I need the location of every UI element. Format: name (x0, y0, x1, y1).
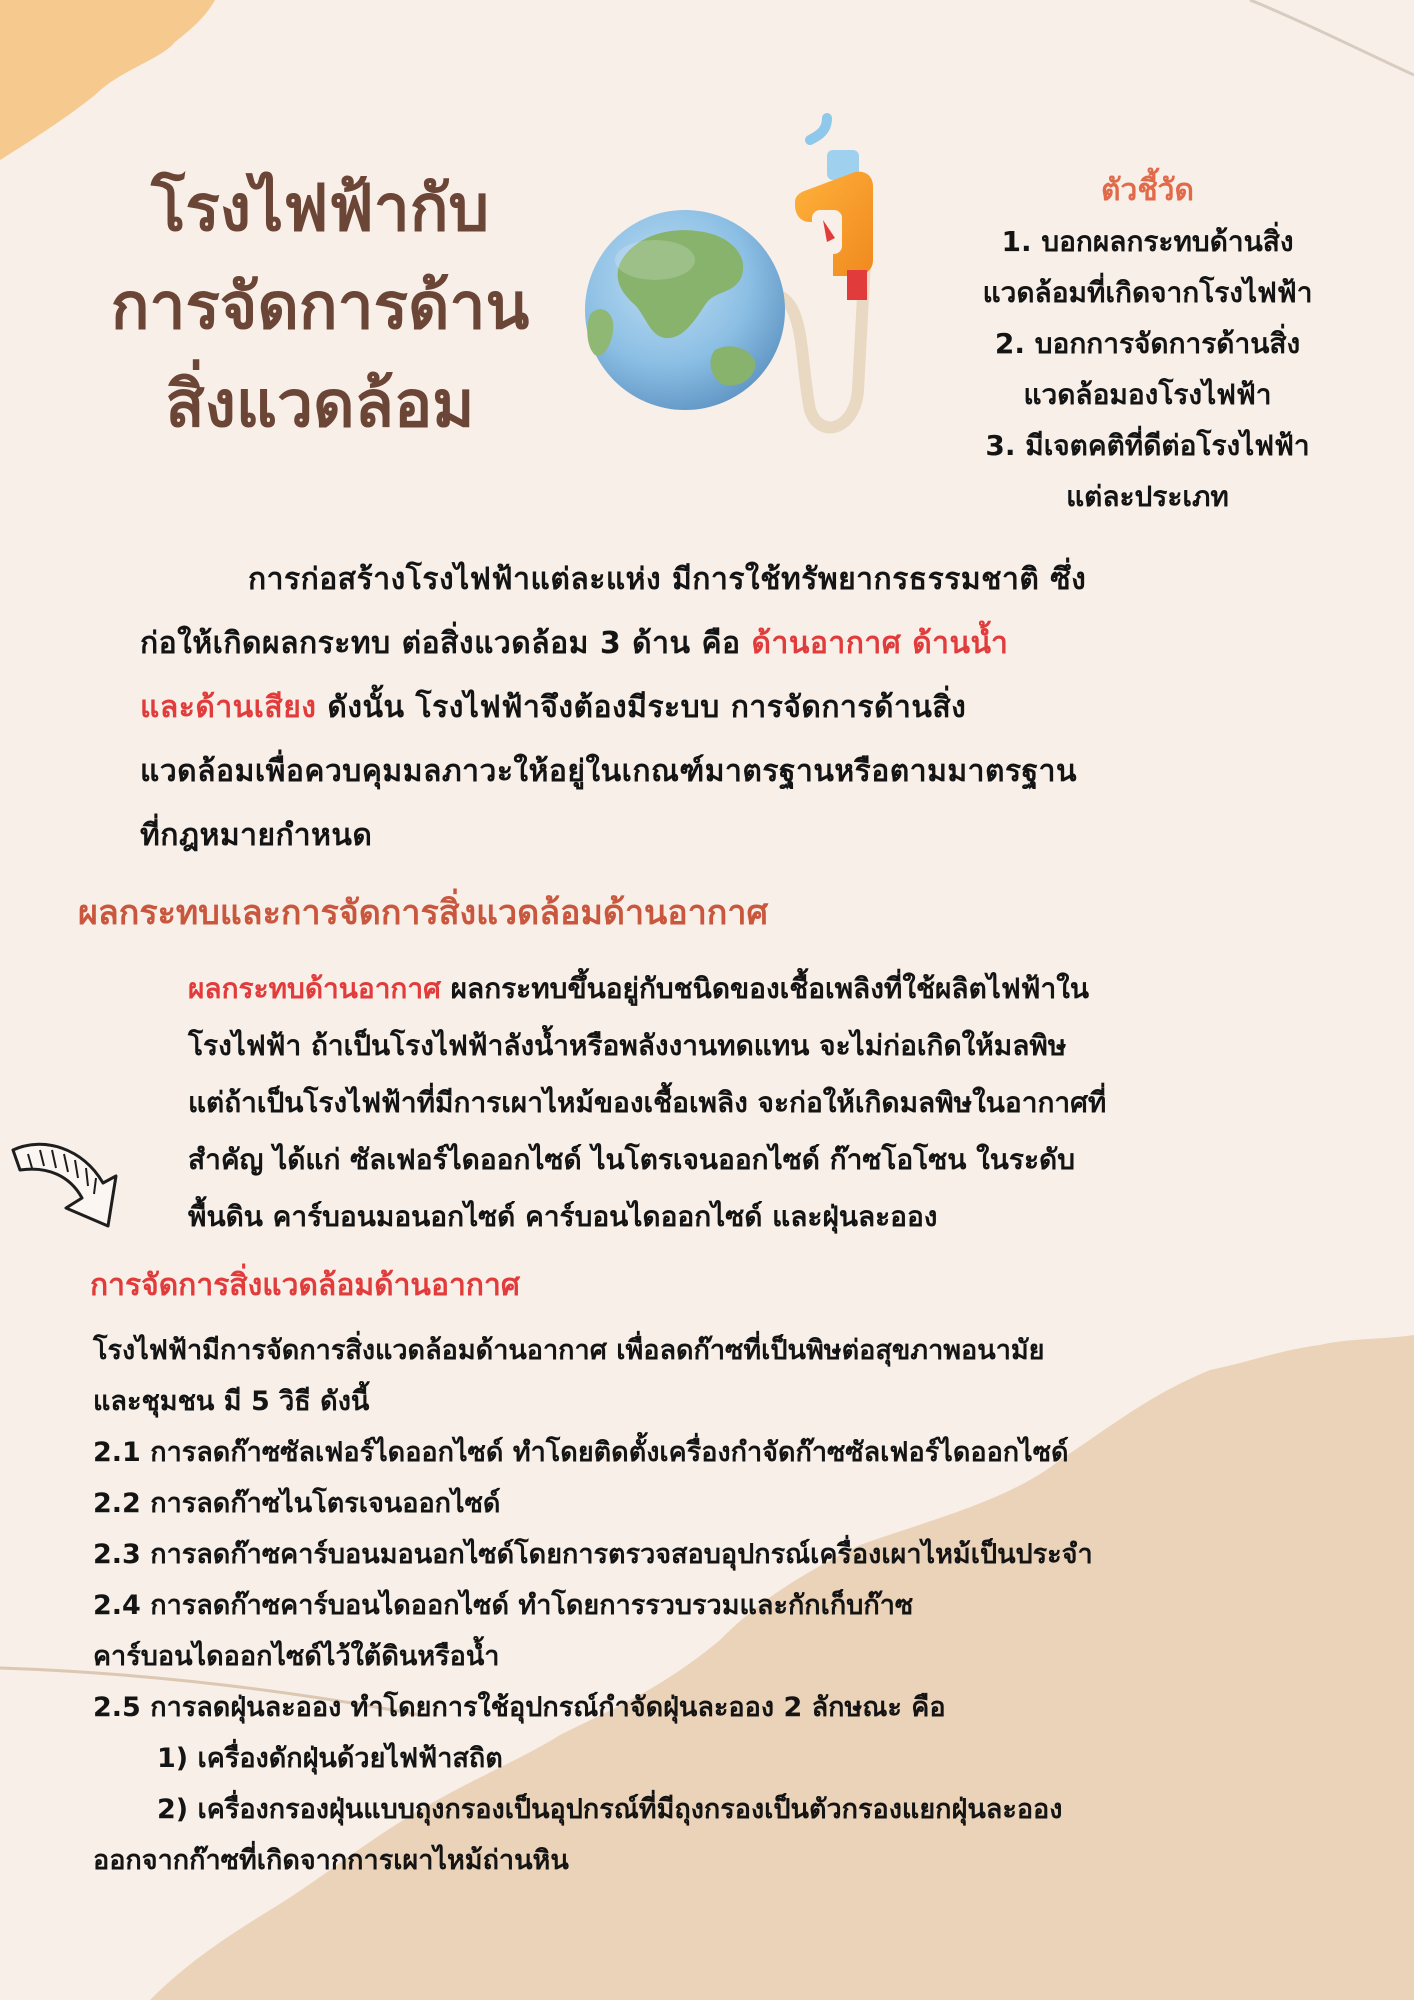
air-section-heading: ผลกระทบและการจัดการสิ่งแวดล้อมด้านอากาศ (78, 893, 769, 933)
management-item: 2.1 การลดก๊าซซัลเฟอร์ไดออกไซด์ ทำโดยติดตั้งเครื่องกำจัดก๊าซซัลเฟอร์ไดออกไซด์ (93, 1437, 1069, 1468)
title-line-2: การจัดการด้าน (110, 270, 530, 344)
title-line-3: สิ่งแวดล้อม (165, 368, 475, 442)
management-item: 2.5 การลดฝุ่นละออง ทำโดยการใช้อุปกรณ์กำจัดฝุ่นละออง 2 ลักษณะ คือ (93, 1692, 946, 1723)
globe-fuel-nozzle-illustration (565, 110, 895, 460)
impact-line: สำคัญ ได้แก่ ซัลเฟอร์ไดออกไซด์ ไนโตรเจนออกไซด์ ก๊าซโอโซน ในระดับ (188, 1143, 1075, 1176)
impact-line: โรงไฟฟ้า ถ้าเป็นโรงไฟฟ้าลังน้ำหรือพลังงานทดแทน จะไม่ก่อเกิดให้มลพิษ (188, 1029, 1067, 1062)
air-management-list (93, 1325, 1393, 1886)
impact-text: ผลกระทบขึ้นอยู่กับชนิดของเชื้อเพลิงที่ใช้ผลิตไฟฟ้าใน (440, 972, 1090, 1005)
indicator-line: แต่ละประเภท (1066, 480, 1229, 513)
learning-indicators (880, 165, 1414, 522)
management-subitem: 1) เครื่องดักฝุ่นด้วยไฟฟ้าสถิต (157, 1743, 503, 1774)
intro-line (140, 612, 1340, 676)
management-subitem: 2) เครื่องกรองฝุ่นแบบถุงกรองเป็นอุปกรณ์ที่มีถุงกรองเป็นตัวกรองแยกฝุ่นละออง (157, 1794, 1063, 1825)
intro-paragraph (140, 548, 1340, 868)
fuel-nozzle-icon (795, 118, 873, 300)
management-intro-line: โรงไฟฟ้ามีการจัดการสิ่งแวดล้อมด้านอากาศ เพื่อลดก๊าซที่เป็นพิษต่อสุขภาพอนามัย (93, 1335, 1045, 1366)
intro-text: ก่อให้เกิดผลกระทบ ต่อสิ่งแวดล้อม 3 ด้าน คือ (140, 626, 752, 661)
highlight-text: ด้านอากาศ ด้านน้ำ (751, 626, 1009, 661)
indicator-line: แวดล้อมองโรงไฟฟ้า (1023, 378, 1272, 411)
indicators-heading: ตัวชี้วัด (1100, 173, 1195, 208)
curved-arrow-icon (8, 1128, 133, 1253)
management-item: 2.3 การลดก๊าซคาร์บอนมอนอกไซด์โดยการตรวจสอบอุปกรณ์เครื่องเผาไหม้เป็นประจำ (93, 1539, 1093, 1570)
management-item: 2.2 การลดก๊าซไนโตรเจนออกไซด์ (93, 1488, 501, 1519)
management-subitem-continuation: ออกจากก๊าซที่เกิดจากการเผาไหม้ถ่านหิน (93, 1845, 569, 1876)
intro-text: ดังนั้น โรงไฟฟ้าจึงต้องมีระบบ การจัดการด้านสิ่ง (316, 690, 967, 725)
page-title (70, 160, 570, 454)
intro-line: แวดล้อมเพื่อควบคุมมลภาวะให้อยู่ในเกณฑ์มาตรฐานหรือตามมาตรฐาน (140, 754, 1078, 789)
indicator-line: 3. มีเจตคติที่ดีต่อโรงไฟฟ้า (985, 429, 1310, 462)
management-item: 2.4 การลดก๊าซคาร์บอนไดออกไซด์ ทำโดยการรวบรวมและกักเก็บก๊าซ (93, 1590, 914, 1621)
intro-line: การก่อสร้างโรงไฟฟ้าแต่ละแห่ง มีการใช้ทรัพยากรธรรมชาติ ซึ่ง (248, 562, 1087, 597)
management-intro-line: และชุมชน มี 5 วิธี ดังนี้ (93, 1386, 370, 1417)
management-item: คาร์บอนไดออกไซด์ไว้ใต้ดินหรือน้ำ (93, 1641, 500, 1672)
indicator-line: 1. บอกผลกระทบด้านสิ่ง (1001, 225, 1294, 258)
title-line-1: โรงไฟฟ้ากับ (150, 172, 490, 246)
impact-line: พื้นดิน คาร์บอนมอนอกไซด์ คาร์บอนไดออกไซด์ และฝุ่นละออง (188, 1200, 938, 1233)
indicator-line: แวดล้อมที่เกิดจากโรงไฟฟ้า (982, 276, 1313, 309)
highlight-text: และด้านเสียง (140, 690, 317, 725)
air-impact-paragraph (188, 960, 1358, 1245)
impact-line (188, 960, 1358, 1017)
impact-line: แต่ถ้าเป็นโรงไฟฟ้าที่มีการเผาไหม้ของเชื้อเพลิง จะก่อให้เกิดมลพิษในอากาศที่ (188, 1086, 1107, 1119)
intro-line: ที่กฎหมายกำหนด (140, 818, 373, 853)
intro-line (140, 676, 1340, 740)
indicator-line: 2. บอกการจัดการด้านสิ่ง (994, 327, 1301, 360)
impact-label: ผลกระทบด้านอากาศ (188, 972, 441, 1005)
air-management-heading: การจัดการสิ่งแวดล้อมด้านอากาศ (90, 1268, 520, 1303)
